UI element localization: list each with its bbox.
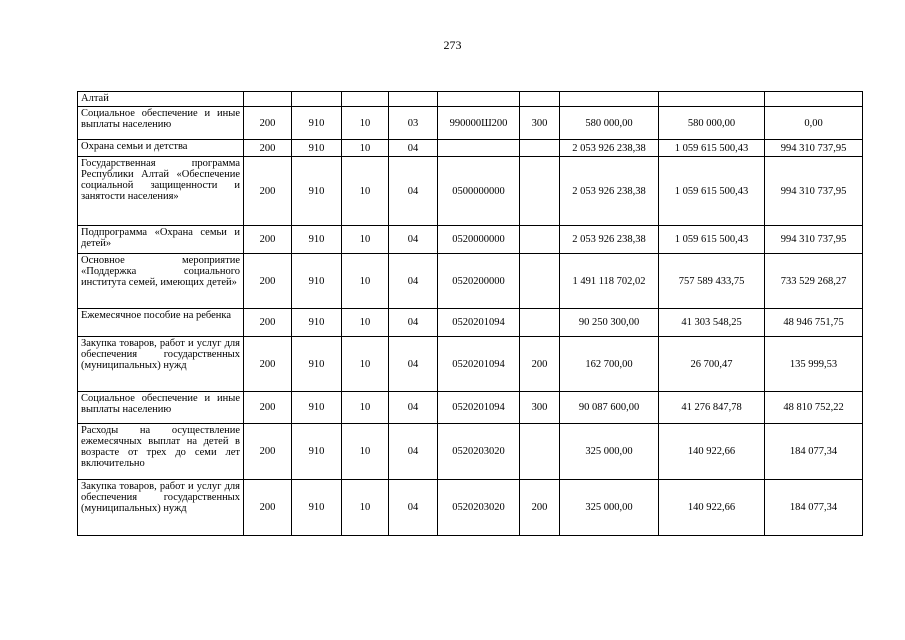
code-cell: 910 — [292, 392, 342, 424]
code-cell: 910 — [292, 424, 342, 480]
row-name-cell: Социальное обеспечение и иные выплаты населению — [78, 107, 244, 140]
amount-cell — [560, 92, 659, 107]
amount-cell — [659, 92, 765, 107]
code-cell: 910 — [292, 480, 342, 536]
code-cell — [520, 140, 560, 157]
table-row — [78, 309, 863, 337]
code-cell: 0520201094 — [438, 309, 520, 337]
row-name-cell: Закупка товаров, работ и услуг для обеспечения государственных (муниципальных) нужд — [78, 480, 244, 536]
budget-table — [77, 91, 863, 536]
code-cell: 10 — [342, 337, 389, 392]
code-cell: 910 — [292, 254, 342, 309]
code-cell: 910 — [292, 107, 342, 140]
row-name-cell: Закупка товаров, работ и услуг для обеспечения государственных (муниципальных) нужд — [78, 337, 244, 392]
amount-cell: 140 922,66 — [659, 424, 765, 480]
code-cell: 0520203020 — [438, 480, 520, 536]
code-cell: 10 — [342, 107, 389, 140]
code-cell: 10 — [342, 392, 389, 424]
code-cell: 200 — [244, 392, 292, 424]
amount-cell: 162 700,00 — [560, 337, 659, 392]
table-row — [78, 392, 863, 424]
table-row — [78, 424, 863, 480]
code-cell: 200 — [244, 337, 292, 392]
row-name-cell: Подпрограмма «Охрана семьи и детей» — [78, 226, 244, 254]
code-cell: 200 — [244, 157, 292, 226]
amount-cell: 757 589 433,75 — [659, 254, 765, 309]
code-cell: 04 — [389, 424, 438, 480]
code-cell: 910 — [292, 226, 342, 254]
amount-cell: 580 000,00 — [659, 107, 765, 140]
code-cell: 910 — [292, 157, 342, 226]
row-name-cell: Государственная программа Республики Алтай «Обеспечение социальной защищенности и занятости населения» — [78, 157, 244, 226]
code-cell: 10 — [342, 157, 389, 226]
code-cell: 04 — [389, 480, 438, 536]
table-row — [78, 226, 863, 254]
amount-cell: 994 310 737,95 — [765, 140, 863, 157]
code-cell — [520, 254, 560, 309]
code-cell: 10 — [342, 309, 389, 337]
row-name-cell: Алтай — [78, 92, 244, 107]
code-cell: 04 — [389, 254, 438, 309]
code-cell — [244, 92, 292, 107]
table-row — [78, 140, 863, 157]
code-cell — [292, 92, 342, 107]
code-cell: 03 — [389, 107, 438, 140]
code-cell: 300 — [520, 392, 560, 424]
code-cell: 10 — [342, 140, 389, 157]
table-row — [78, 254, 863, 309]
code-cell: 04 — [389, 157, 438, 226]
code-cell: 10 — [342, 254, 389, 309]
table-row — [78, 92, 863, 107]
amount-cell: 41 276 847,78 — [659, 392, 765, 424]
code-cell: 10 — [342, 480, 389, 536]
code-cell — [389, 92, 438, 107]
code-cell: 200 — [244, 254, 292, 309]
row-name-cell: Ежемесячное пособие на ребенка — [78, 309, 244, 337]
code-cell: 04 — [389, 337, 438, 392]
amount-cell: 48 810 752,22 — [765, 392, 863, 424]
table-row — [78, 107, 863, 140]
amount-cell: 733 529 268,27 — [765, 254, 863, 309]
code-cell: 0520201094 — [438, 337, 520, 392]
code-cell: 910 — [292, 140, 342, 157]
amount-cell: 135 999,53 — [765, 337, 863, 392]
amount-cell: 90 087 600,00 — [560, 392, 659, 424]
amount-cell: 184 077,34 — [765, 480, 863, 536]
amount-cell: 2 053 926 238,38 — [560, 226, 659, 254]
code-cell — [520, 309, 560, 337]
code-cell: 10 — [342, 226, 389, 254]
row-name-cell: Основное мероприятие «Поддержка социального института семей, имеющих детей» — [78, 254, 244, 309]
code-cell: 990000Ш200 — [438, 107, 520, 140]
code-cell — [520, 92, 560, 107]
amount-cell: 26 700,47 — [659, 337, 765, 392]
table-row — [78, 337, 863, 392]
code-cell: 200 — [244, 140, 292, 157]
amount-cell: 994 310 737,95 — [765, 226, 863, 254]
code-cell: 200 — [244, 226, 292, 254]
amount-cell: 0,00 — [765, 107, 863, 140]
amount-cell: 1 059 615 500,43 — [659, 226, 765, 254]
row-name-cell: Расходы на осуществление ежемесячных выплат на детей в возрасте от трех до семи лет включительно — [78, 424, 244, 480]
row-name-cell: Социальное обеспечение и иные выплаты населению — [78, 392, 244, 424]
amount-cell: 580 000,00 — [560, 107, 659, 140]
amount-cell: 2 053 926 238,38 — [560, 140, 659, 157]
amount-cell: 1 059 615 500,43 — [659, 140, 765, 157]
code-cell: 200 — [244, 107, 292, 140]
code-cell: 200 — [244, 309, 292, 337]
code-cell: 200 — [244, 480, 292, 536]
code-cell — [520, 157, 560, 226]
code-cell: 200 — [520, 480, 560, 536]
page-number: 273 — [443, 38, 462, 52]
amount-cell: 325 000,00 — [560, 424, 659, 480]
amount-cell: 184 077,34 — [765, 424, 863, 480]
code-cell: 0500000000 — [438, 157, 520, 226]
code-cell: 04 — [389, 392, 438, 424]
code-cell: 04 — [389, 140, 438, 157]
amount-cell: 1 059 615 500,43 — [659, 157, 765, 226]
amount-cell: 2 053 926 238,38 — [560, 157, 659, 226]
code-cell: 300 — [520, 107, 560, 140]
code-cell: 200 — [244, 424, 292, 480]
code-cell: 10 — [342, 424, 389, 480]
amount-cell: 90 250 300,00 — [560, 309, 659, 337]
amount-cell: 41 303 548,25 — [659, 309, 765, 337]
code-cell: 910 — [292, 337, 342, 392]
code-cell: 0520201094 — [438, 392, 520, 424]
code-cell: 200 — [520, 337, 560, 392]
amount-cell: 325 000,00 — [560, 480, 659, 536]
code-cell: 0520203020 — [438, 424, 520, 480]
amount-cell: 140 922,66 — [659, 480, 765, 536]
code-cell: 0520000000 — [438, 226, 520, 254]
table-row — [78, 157, 863, 226]
code-cell: 910 — [292, 309, 342, 337]
table-row — [78, 480, 863, 536]
amount-cell: 994 310 737,95 — [765, 157, 863, 226]
code-cell — [438, 140, 520, 157]
row-name-cell: Охрана семьи и детства — [78, 140, 244, 157]
code-cell — [520, 424, 560, 480]
code-cell: 04 — [389, 309, 438, 337]
code-cell: 0520200000 — [438, 254, 520, 309]
code-cell: 04 — [389, 226, 438, 254]
amount-cell: 48 946 751,75 — [765, 309, 863, 337]
amount-cell — [765, 92, 863, 107]
code-cell — [438, 92, 520, 107]
amount-cell: 1 491 118 702,02 — [560, 254, 659, 309]
code-cell — [342, 92, 389, 107]
code-cell — [520, 226, 560, 254]
